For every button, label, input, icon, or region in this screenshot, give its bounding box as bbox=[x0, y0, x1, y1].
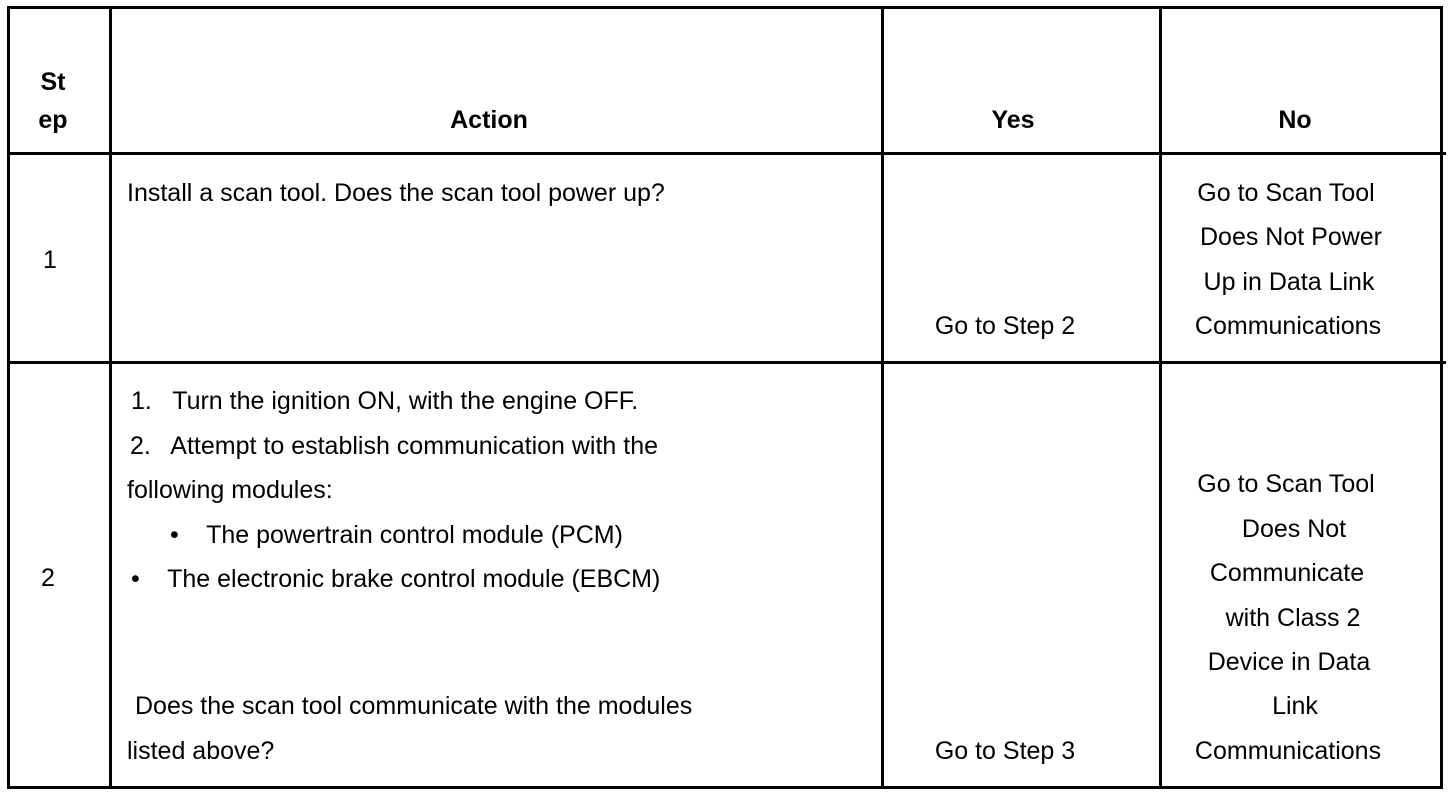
header-yes: Yes bbox=[991, 106, 1035, 134]
yes-result: Go to Step 2 bbox=[934, 312, 1076, 340]
header-no: No bbox=[1278, 106, 1312, 134]
action-text: 1. Turn the ignition ON, with the engine OFF. bbox=[131, 387, 639, 415]
no-result-line: Go to Scan Tool bbox=[1197, 470, 1375, 498]
header-step: St bbox=[40, 68, 66, 96]
no-result-line: Communicate bbox=[1209, 559, 1365, 587]
table-border-top bbox=[7, 6, 1443, 9]
header-step: ep bbox=[38, 106, 68, 134]
action-text: • The powertrain control module (PCM) bbox=[170, 521, 623, 549]
step-number: 2 bbox=[41, 564, 55, 592]
table-border-bottom bbox=[7, 786, 1443, 789]
action-text: listed above? bbox=[127, 737, 275, 765]
header-action: Action bbox=[450, 106, 528, 134]
no-result-line: Communications bbox=[1194, 312, 1382, 340]
column-divider-action bbox=[881, 6, 884, 789]
no-result-line: Device in Data bbox=[1207, 648, 1371, 676]
yes-result: Go to Step 3 bbox=[934, 737, 1076, 765]
no-result-line: Go to Scan Tool bbox=[1197, 179, 1375, 207]
row-divider bbox=[7, 361, 1446, 364]
action-text: Install a scan tool. Does the scan tool power up? bbox=[127, 179, 665, 207]
header-row-divider bbox=[7, 152, 1446, 155]
action-text: 2. Attempt to establish communication with the bbox=[130, 432, 659, 460]
column-divider-step bbox=[109, 6, 112, 789]
table-border-left bbox=[7, 6, 10, 789]
no-result-line: Does Not Power bbox=[1199, 223, 1383, 251]
no-result-line: Communications bbox=[1194, 737, 1382, 765]
table-border-right bbox=[1440, 6, 1443, 789]
step-number: 1 bbox=[43, 246, 57, 274]
action-text: Does the scan tool communicate with the modules bbox=[135, 692, 693, 720]
action-text: following modules: bbox=[127, 476, 333, 504]
no-result-line: with Class 2 bbox=[1225, 604, 1361, 632]
column-divider-yes bbox=[1159, 6, 1162, 789]
action-text: • The electronic brake control module (EBCM) bbox=[131, 565, 661, 593]
no-result-line: Up in Data Link bbox=[1203, 268, 1375, 296]
no-result-line: Link bbox=[1272, 692, 1318, 720]
no-result-line: Does Not bbox=[1241, 515, 1347, 543]
